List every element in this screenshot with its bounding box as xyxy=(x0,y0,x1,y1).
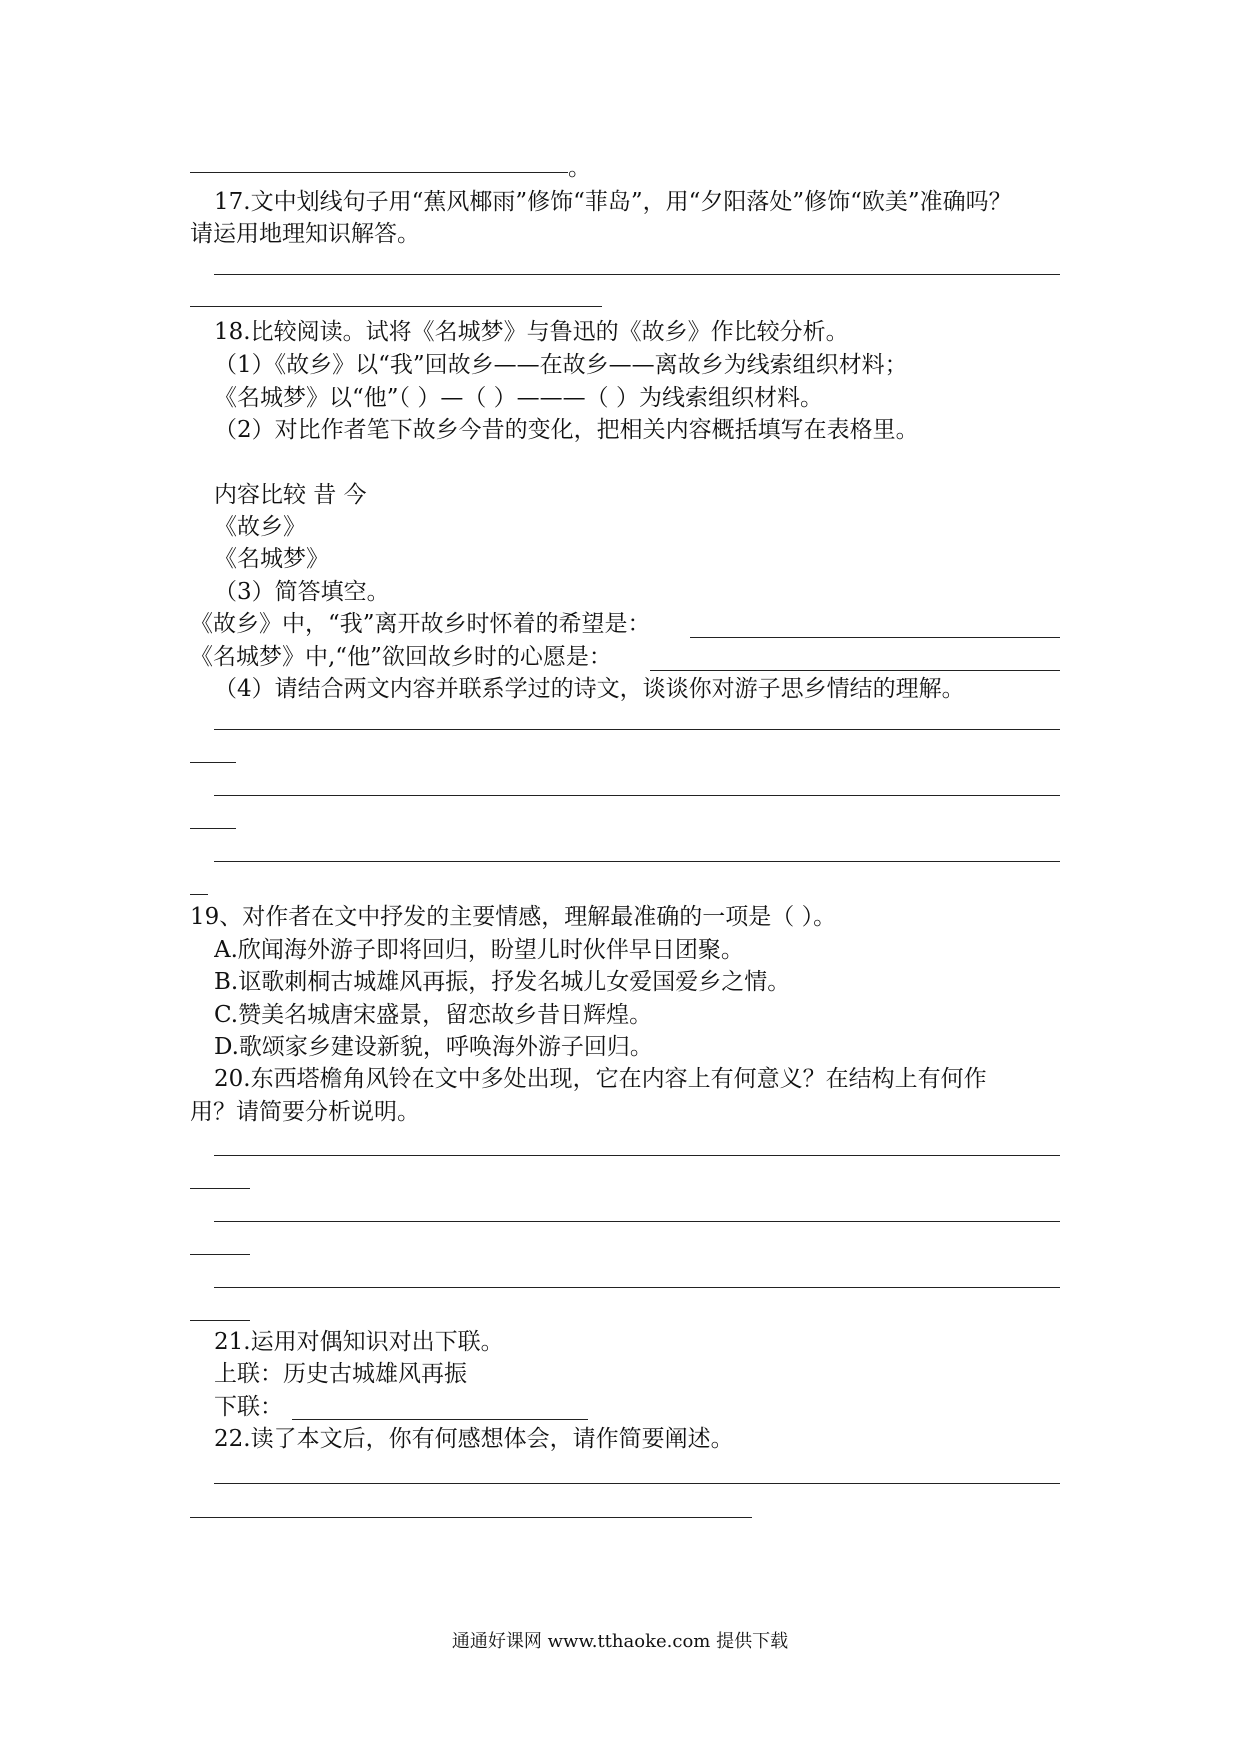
question-17: 17.文中划线句子用“蕉风椰雨”修饰“菲岛”，用“夕阳落处”修饰“欧美”准确吗？ xyxy=(214,189,1012,215)
option-c: C.赞美名城唐宋盛景，留恋故乡昔日辉煌。 xyxy=(214,1002,653,1028)
answer-line[interactable] xyxy=(650,670,1060,671)
question-21: 21.运用对偶知识对出下联。 xyxy=(214,1329,504,1355)
answer-line[interactable] xyxy=(190,1517,752,1518)
answer-line[interactable] xyxy=(214,1483,1060,1484)
answer-line[interactable] xyxy=(214,795,1060,796)
page-footer: 通通好课网 www.tthaoke.com 提供下载 xyxy=(451,1631,789,1652)
answer-line[interactable] xyxy=(190,762,236,763)
question-18-part-4: （4）请结合两文内容并联系学过的诗文，谈谈你对游子思乡情结的理解。 xyxy=(214,676,965,702)
question-18-part-3: （3）简答填空。 xyxy=(214,579,390,605)
comparison-table-header: 内容比较 昔 今 xyxy=(214,482,367,508)
answer-line[interactable] xyxy=(690,637,1060,638)
upper-couplet: 上联：历史古城雄风再振 xyxy=(214,1361,467,1387)
answer-line[interactable] xyxy=(190,828,236,829)
question-18-part-1b: 《名城梦》以“他”（ ）—（ ）———（ ）为线索组织材料。 xyxy=(214,385,823,411)
answer-line[interactable] xyxy=(190,894,208,895)
answer-line[interactable] xyxy=(214,274,1060,275)
question-20-cont: 用？请简要分析说明。 xyxy=(190,1099,420,1125)
question-18-part-1: （1）《故乡》以“我”回故乡——在故乡——离故乡为线索组织材料； xyxy=(214,352,908,378)
answer-line[interactable] xyxy=(214,861,1060,862)
comparison-table-row: 《故乡》 xyxy=(214,514,306,540)
answer-line[interactable] xyxy=(214,1155,1060,1156)
option-d: D.歌颂家乡建设新貌，呼唤海外游子回归。 xyxy=(214,1034,653,1060)
answer-line[interactable] xyxy=(190,172,568,173)
question-18-part-2: （2）对比作者笔下故乡今昔的变化，把相关内容概括填写在表格里。 xyxy=(214,417,919,443)
question-20: 20.东西塔檐角风铃在文中多处出现，它在内容上有何意义？在结构上有何作 xyxy=(214,1066,987,1092)
option-b: B.讴歌刺桐古城雄风再振，抒发名城儿女爱国爱乡之情。 xyxy=(214,969,791,995)
answer-line[interactable] xyxy=(214,729,1060,730)
question-18-part-3b: 《名城梦》中,“他”欲回故乡时的心愿是： xyxy=(190,644,612,670)
option-a: A.欣闻海外游子即将回归，盼望儿时伙伴早日团聚。 xyxy=(214,937,744,963)
question-22: 22.读了本文后，你有何感想体会，请作简要阐述。 xyxy=(214,1426,734,1452)
lower-couplet-blank[interactable] xyxy=(292,1419,588,1420)
answer-line[interactable] xyxy=(190,306,602,307)
answer-line[interactable] xyxy=(190,1320,250,1321)
answer-line[interactable] xyxy=(190,1254,250,1255)
question-17-cont: 请运用地理知识解答。 xyxy=(190,221,420,247)
lower-couplet-label: 下联： xyxy=(214,1394,283,1420)
question-18-part-3a: 《故乡》中，“我”离开故乡时怀着的希望是： xyxy=(190,611,651,637)
answer-line[interactable] xyxy=(214,1287,1060,1288)
comparison-table-row: 《名城梦》 xyxy=(214,546,329,572)
answer-line[interactable] xyxy=(190,1188,250,1189)
answer-line[interactable] xyxy=(214,1221,1060,1222)
question-19: 19、对作者在文中抒发的主要情感，理解最准确的一项是（ ）。 xyxy=(190,904,837,930)
sentence-end: 。 xyxy=(568,155,591,181)
question-18: 18.比较阅读。试将《名城梦》与鲁迅的《故乡》作比较分析。 xyxy=(214,319,849,345)
